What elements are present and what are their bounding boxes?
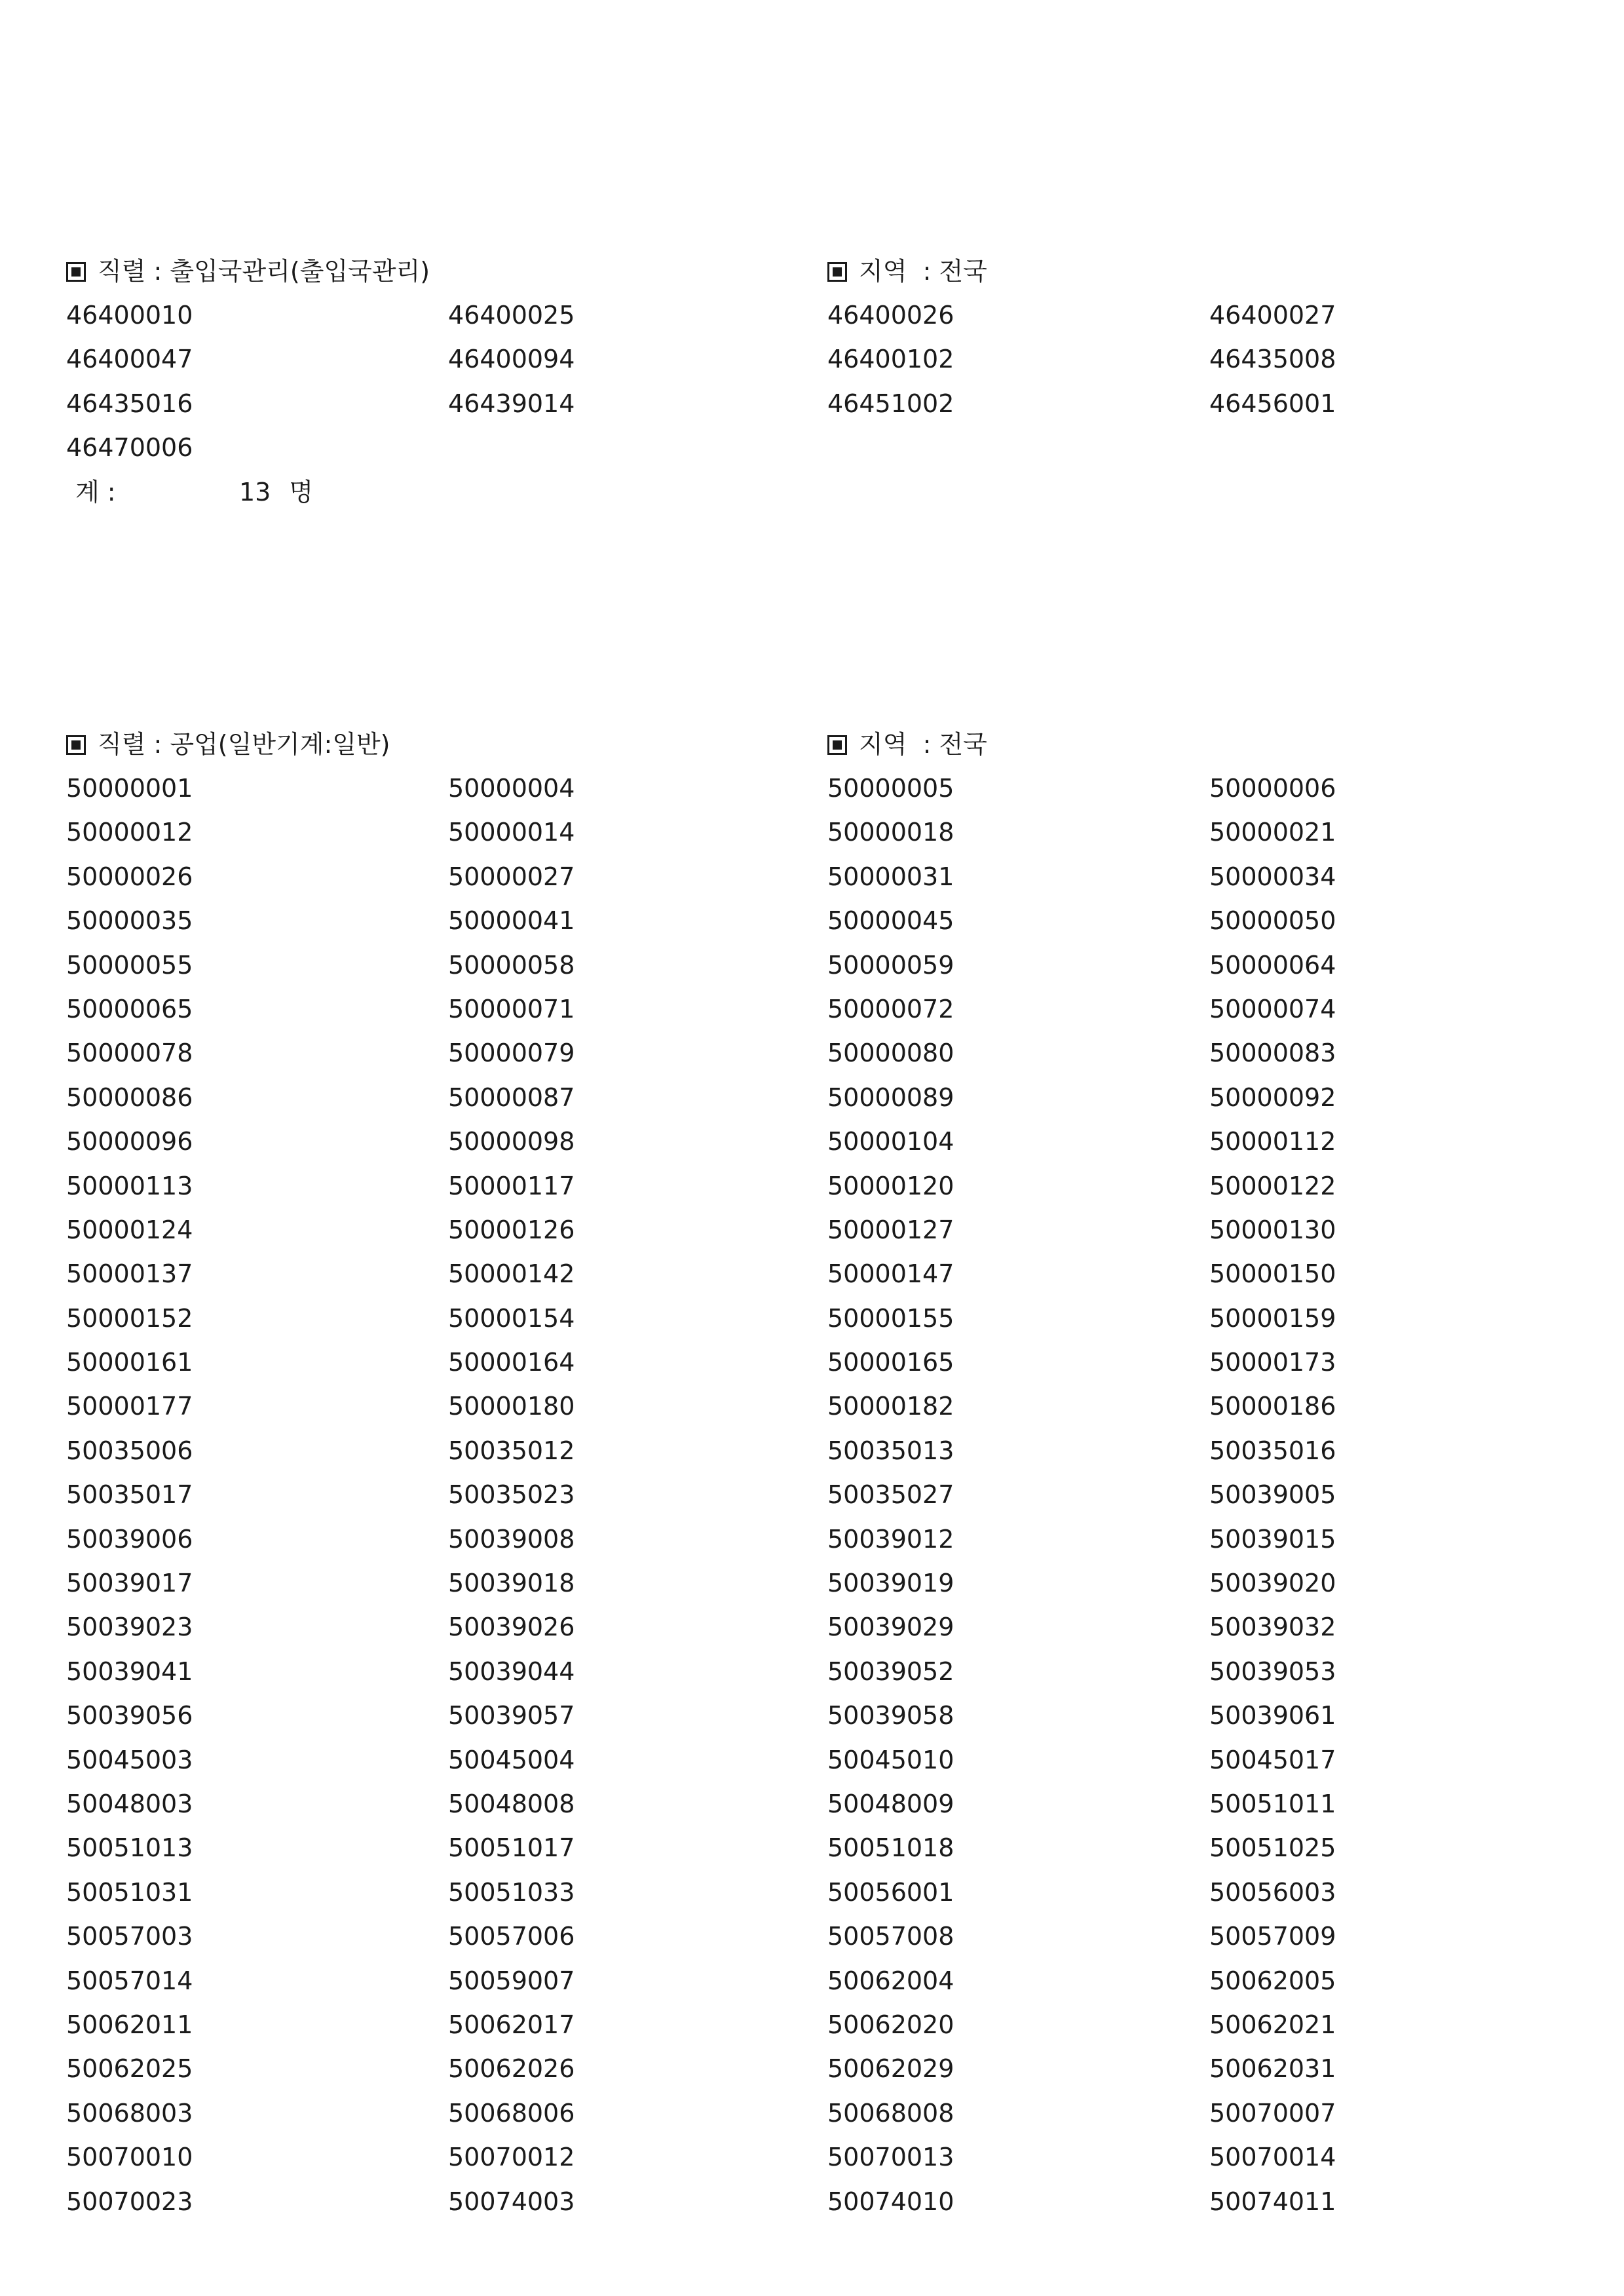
candidate-number: 50000165 bbox=[827, 1348, 954, 1377]
candidate-number: 50045017 bbox=[1209, 1745, 1336, 1774]
candidate-number: 50045003 bbox=[66, 1745, 193, 1774]
candidate-number: 50000050 bbox=[1209, 906, 1336, 936]
candidate-number: 50039029 bbox=[827, 1613, 954, 1642]
candidate-number: 50000087 bbox=[448, 1082, 575, 1112]
candidate-number: 50035016 bbox=[1209, 1436, 1336, 1465]
candidate-number: 50000122 bbox=[1209, 1171, 1336, 1200]
candidate-number: 50035006 bbox=[66, 1436, 193, 1465]
candidate-number: 50057009 bbox=[1209, 1922, 1336, 1951]
candidate-number: 50000074 bbox=[1209, 994, 1336, 1024]
candidate-number: 50000058 bbox=[448, 950, 575, 980]
candidate-number: 46400047 bbox=[66, 345, 193, 374]
total-unit: 명 bbox=[289, 477, 314, 507]
candidate-number: 50039061 bbox=[1209, 1701, 1336, 1731]
candidate-number: 50068006 bbox=[448, 2098, 575, 2128]
candidate-number: 50062025 bbox=[66, 2054, 193, 2084]
candidate-number: 50059007 bbox=[448, 1966, 575, 1995]
section-header bbox=[66, 250, 1558, 294]
candidate-number: 50070012 bbox=[448, 2143, 575, 2172]
id-grid bbox=[66, 294, 1558, 470]
candidate-number: 50048009 bbox=[827, 1789, 954, 1818]
candidate-number: 50000027 bbox=[448, 862, 575, 891]
header-separator: : bbox=[907, 730, 939, 759]
candidate-number: 50074011 bbox=[1209, 2187, 1336, 2216]
candidate-number: 50035012 bbox=[448, 1436, 575, 1465]
filled-square-bullet-icon bbox=[66, 735, 86, 755]
candidate-number: 50039044 bbox=[448, 1656, 575, 1686]
candidate-number: 46400010 bbox=[66, 301, 193, 330]
candidate-number: 50000127 bbox=[827, 1215, 954, 1244]
candidate-number: 50000001 bbox=[66, 774, 193, 803]
region-header bbox=[827, 723, 987, 767]
candidate-number: 50000064 bbox=[1209, 950, 1336, 980]
header-separator: : bbox=[145, 730, 170, 759]
candidate-number: 50039052 bbox=[827, 1656, 954, 1686]
region-label: 지역 bbox=[859, 730, 907, 759]
candidate-number: 50057006 bbox=[448, 1922, 575, 1951]
region-header bbox=[827, 250, 987, 294]
candidate-number: 50000137 bbox=[66, 1259, 193, 1289]
candidate-number: 50070014 bbox=[1209, 2143, 1336, 2172]
candidate-number: 50000177 bbox=[66, 1392, 193, 1421]
candidate-number: 50000186 bbox=[1209, 1392, 1336, 1421]
candidate-number: 50051017 bbox=[448, 1833, 575, 1863]
candidate-number: 50000164 bbox=[448, 1348, 575, 1377]
candidate-number: 50051011 bbox=[1209, 1789, 1336, 1818]
candidate-number: 50056001 bbox=[827, 1877, 954, 1907]
candidate-number: 50000035 bbox=[66, 906, 193, 936]
candidate-number: 50057008 bbox=[827, 1922, 954, 1951]
candidate-number: 50070013 bbox=[827, 2143, 954, 2172]
candidate-number: 50051033 bbox=[448, 1877, 575, 1907]
candidate-number: 50039015 bbox=[1209, 1524, 1336, 1554]
candidate-number: 50000026 bbox=[66, 862, 193, 891]
candidate-number: 46400026 bbox=[827, 301, 954, 330]
candidate-number: 50062021 bbox=[1209, 2010, 1336, 2039]
candidate-number: 50062011 bbox=[66, 2010, 193, 2039]
candidate-number: 50057003 bbox=[66, 1922, 193, 1951]
total-label: 계 : bbox=[75, 477, 116, 507]
candidate-number: 50000098 bbox=[448, 1127, 575, 1157]
candidate-number: 50045004 bbox=[448, 1745, 575, 1774]
candidate-number: 50000083 bbox=[1209, 1039, 1336, 1068]
candidate-number: 50039006 bbox=[66, 1524, 193, 1554]
candidate-number: 50000072 bbox=[827, 994, 954, 1024]
candidate-number: 50000014 bbox=[448, 818, 575, 847]
job-series-header bbox=[66, 250, 430, 294]
candidate-number: 50045010 bbox=[827, 1745, 954, 1774]
candidate-number: 50000113 bbox=[66, 1171, 193, 1200]
candidate-number: 50000006 bbox=[1209, 774, 1336, 803]
candidate-number: 50051013 bbox=[66, 1833, 193, 1863]
candidate-number: 50000031 bbox=[827, 862, 954, 891]
candidate-number: 50000130 bbox=[1209, 1215, 1336, 1244]
candidate-number: 50000142 bbox=[448, 1259, 575, 1289]
candidate-number: 50062005 bbox=[1209, 1966, 1336, 1995]
candidate-number: 50000078 bbox=[66, 1039, 193, 1068]
candidate-number: 50048003 bbox=[66, 1789, 193, 1818]
section-immigration bbox=[66, 250, 1558, 514]
candidate-number: 50000021 bbox=[1209, 818, 1336, 847]
job-series-label: 직렬 bbox=[98, 730, 146, 759]
candidate-number: 50000092 bbox=[1209, 1082, 1336, 1112]
candidate-number: 50000117 bbox=[448, 1171, 575, 1200]
candidate-number: 50035017 bbox=[66, 1480, 193, 1510]
candidate-number: 50000045 bbox=[827, 906, 954, 936]
candidate-number: 50000055 bbox=[66, 950, 193, 980]
candidate-number: 50068003 bbox=[66, 2098, 193, 2128]
candidate-number: 50057014 bbox=[66, 1966, 193, 1995]
candidate-number: 50035013 bbox=[827, 1436, 954, 1465]
filled-square-bullet-icon bbox=[827, 262, 847, 282]
candidate-number: 50062031 bbox=[1209, 2054, 1336, 2084]
candidate-number: 50039041 bbox=[66, 1656, 193, 1686]
candidate-number: 50039053 bbox=[1209, 1656, 1336, 1686]
candidate-number: 50000005 bbox=[827, 774, 954, 803]
candidate-number: 50000071 bbox=[448, 994, 575, 1024]
candidate-number: 50000154 bbox=[448, 1303, 575, 1333]
candidate-number: 50051018 bbox=[827, 1833, 954, 1863]
candidate-number: 50000161 bbox=[66, 1348, 193, 1377]
candidate-number: 50000104 bbox=[827, 1127, 954, 1157]
candidate-number: 50068008 bbox=[827, 2098, 954, 2128]
id-grid bbox=[66, 767, 1558, 2224]
header-separator: : bbox=[145, 257, 170, 286]
candidate-number: 50000155 bbox=[827, 1303, 954, 1333]
total-count: 13 bbox=[239, 477, 271, 507]
section-header bbox=[66, 723, 1558, 767]
candidate-number: 50051025 bbox=[1209, 1833, 1336, 1863]
region-value: 전국 bbox=[939, 730, 987, 759]
candidate-number: 50000065 bbox=[66, 994, 193, 1024]
candidate-number: 46470006 bbox=[66, 433, 193, 463]
candidate-number: 50039017 bbox=[66, 1569, 193, 1598]
candidate-number: 46456001 bbox=[1209, 389, 1336, 418]
candidate-number: 50070023 bbox=[66, 2187, 193, 2216]
candidate-number: 50000012 bbox=[66, 818, 193, 847]
candidate-number: 50000150 bbox=[1209, 1259, 1336, 1289]
candidate-number: 50000159 bbox=[1209, 1303, 1336, 1333]
candidate-number: 50074010 bbox=[827, 2187, 954, 2216]
candidate-number: 46400094 bbox=[448, 345, 575, 374]
candidate-number: 46451002 bbox=[827, 389, 954, 418]
candidate-number: 50000018 bbox=[827, 818, 954, 847]
candidate-number: 50062004 bbox=[827, 1966, 954, 1995]
candidate-number: 50000059 bbox=[827, 950, 954, 980]
candidate-number: 46400102 bbox=[827, 345, 954, 374]
candidate-number: 50000124 bbox=[66, 1215, 193, 1244]
candidate-number: 50000096 bbox=[66, 1127, 193, 1157]
candidate-number: 50039023 bbox=[66, 1613, 193, 1642]
candidate-number: 50039026 bbox=[448, 1613, 575, 1642]
candidate-number: 50035027 bbox=[827, 1480, 954, 1510]
candidate-number: 46400025 bbox=[448, 301, 575, 330]
candidate-number: 50039057 bbox=[448, 1701, 575, 1731]
candidate-number: 50000086 bbox=[66, 1082, 193, 1112]
total-row bbox=[66, 470, 1558, 514]
candidate-number: 50000079 bbox=[448, 1039, 575, 1068]
candidate-number: 50000126 bbox=[448, 1215, 575, 1244]
candidate-number: 50039018 bbox=[448, 1569, 575, 1598]
candidate-number: 50039058 bbox=[827, 1701, 954, 1731]
candidate-number: 50000180 bbox=[448, 1392, 575, 1421]
candidate-number: 50035023 bbox=[448, 1480, 575, 1510]
filled-square-bullet-icon bbox=[66, 262, 86, 282]
job-series-label: 직렬 bbox=[98, 257, 146, 286]
job-series-header bbox=[66, 723, 390, 767]
section-industrial-machinery bbox=[66, 723, 1558, 2224]
candidate-number: 50000089 bbox=[827, 1082, 954, 1112]
candidate-number: 50062029 bbox=[827, 2054, 954, 2084]
header-separator: : bbox=[907, 257, 939, 286]
candidate-number: 50000112 bbox=[1209, 1127, 1336, 1157]
candidate-number: 46435008 bbox=[1209, 345, 1336, 374]
candidate-number: 50000120 bbox=[827, 1171, 954, 1200]
candidate-number: 50000041 bbox=[448, 906, 575, 936]
total-count-group bbox=[239, 470, 313, 514]
candidate-number: 46439014 bbox=[448, 389, 575, 418]
job-series-value: 공업(일반기계:일반) bbox=[170, 730, 390, 759]
candidate-number: 50000080 bbox=[827, 1039, 954, 1068]
candidate-number: 50000034 bbox=[1209, 862, 1336, 891]
filled-square-bullet-icon bbox=[827, 735, 847, 755]
candidate-number: 50062020 bbox=[827, 2010, 954, 2039]
candidate-number: 50000004 bbox=[448, 774, 575, 803]
candidate-number: 46400027 bbox=[1209, 301, 1336, 330]
candidate-number: 50070007 bbox=[1209, 2098, 1336, 2128]
candidate-number: 50039056 bbox=[66, 1701, 193, 1731]
region-label: 지역 bbox=[859, 257, 907, 286]
candidate-number: 50000173 bbox=[1209, 1348, 1336, 1377]
candidate-number: 50048008 bbox=[448, 1789, 575, 1818]
candidate-number: 46435016 bbox=[66, 389, 193, 418]
job-series-value: 출입국관리(출입국관리) bbox=[170, 257, 430, 286]
candidate-number: 50062017 bbox=[448, 2010, 575, 2039]
candidate-number: 50074003 bbox=[448, 2187, 575, 2216]
candidate-number: 50039005 bbox=[1209, 1480, 1336, 1510]
region-value: 전국 bbox=[939, 257, 987, 286]
candidate-number: 50039019 bbox=[827, 1569, 954, 1598]
candidate-number: 50000182 bbox=[827, 1392, 954, 1421]
candidate-number: 50051031 bbox=[66, 1877, 193, 1907]
candidate-number: 50039008 bbox=[448, 1524, 575, 1554]
candidate-number: 50000147 bbox=[827, 1259, 954, 1289]
candidate-number: 50062026 bbox=[448, 2054, 575, 2084]
candidate-number: 50056003 bbox=[1209, 1877, 1336, 1907]
candidate-number: 50000152 bbox=[66, 1303, 193, 1333]
candidate-number: 50039012 bbox=[827, 1524, 954, 1554]
candidate-number: 50039020 bbox=[1209, 1569, 1336, 1598]
candidate-number: 50039032 bbox=[1209, 1613, 1336, 1642]
candidate-number: 50070010 bbox=[66, 2143, 193, 2172]
